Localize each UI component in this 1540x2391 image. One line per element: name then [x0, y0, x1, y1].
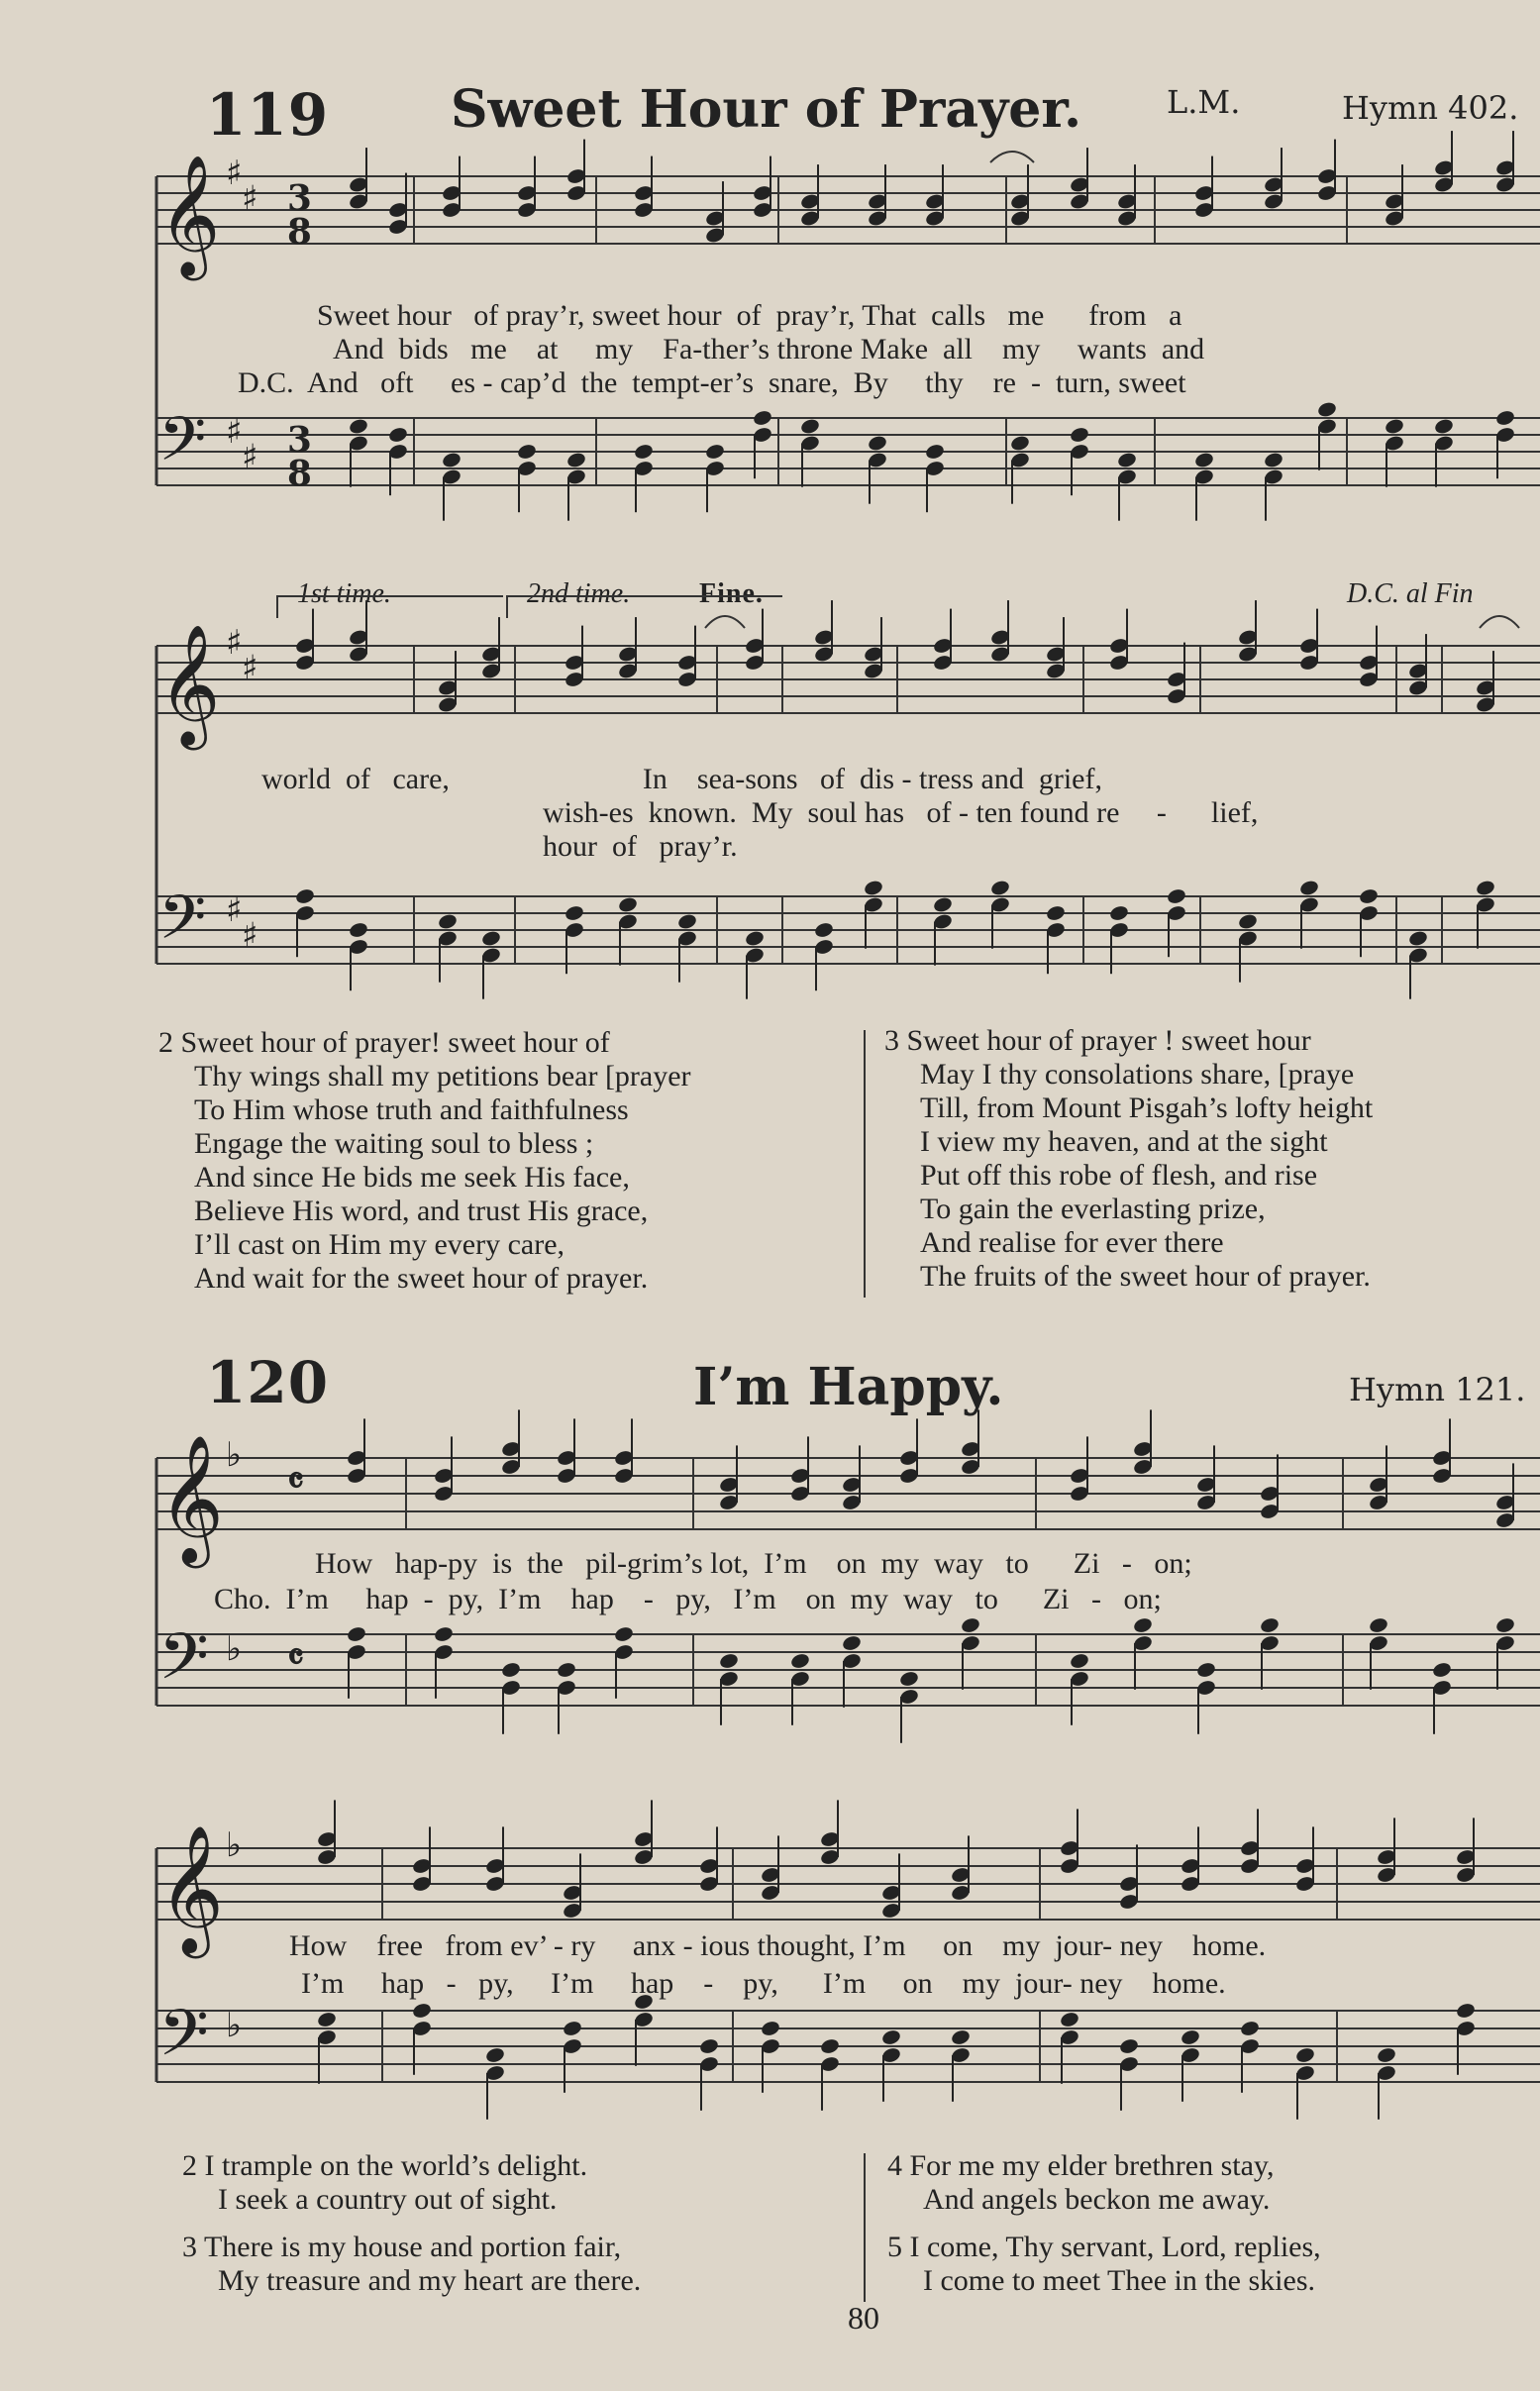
- notehead: [989, 879, 1010, 896]
- notehead: [1239, 2020, 1260, 2037]
- notehead: [1455, 2002, 1476, 2020]
- notehead: [819, 2037, 840, 2055]
- time-signature-icon: 8: [287, 453, 312, 494]
- notehead: [1132, 1616, 1153, 1634]
- notehead: [1263, 451, 1283, 468]
- time-signature-icon: 3: [287, 419, 312, 461]
- notehead: [704, 443, 725, 461]
- notehead: [698, 2037, 719, 2055]
- hymn-number: 119: [206, 81, 330, 149]
- notehead: [1407, 929, 1428, 947]
- notehead: [950, 2028, 971, 2046]
- notehead: [960, 1616, 980, 1634]
- verse-line: Believe His word, and trust His grace,: [194, 1195, 649, 1227]
- time-signature-icon: 𝄴: [287, 1459, 304, 1503]
- key-signature-icon: ♯: [226, 154, 243, 193]
- notehead: [1195, 1661, 1216, 1679]
- verse-line: 4 For me my elder brethren stay,: [887, 2149, 1275, 2182]
- time-signature-icon: 𝄴: [287, 1635, 304, 1679]
- verse-line: Put off this robe of flesh, and rise: [920, 1159, 1318, 1192]
- notehead: [411, 2002, 432, 2020]
- verse-line: I come to meet Thee in the skies.: [923, 2264, 1315, 2297]
- volta-second-time: 2nd time.: [527, 578, 631, 609]
- key-signature-icon: ♭: [226, 2006, 243, 2045]
- notehead: [441, 451, 462, 468]
- volta-bracket: [277, 596, 503, 618]
- treble-clef-icon: 𝄞: [158, 1824, 224, 1954]
- verse-line: 3 There is my house and portion fair,: [182, 2231, 622, 2263]
- fine-mark: Fine.: [699, 578, 764, 609]
- key-signature-icon: ♯: [242, 437, 258, 477]
- notehead: [346, 1625, 366, 1643]
- notehead: [1059, 2011, 1079, 2028]
- time-signature-icon: 8: [287, 211, 312, 253]
- verse-line: Thy wings shall my petitions bear [prayer: [194, 1060, 691, 1092]
- treble-clef-icon: 𝄞: [158, 622, 221, 745]
- key-signature-icon: ♭: [226, 1825, 243, 1865]
- verse-line: Till, from Mount Pisgah’s lofty height: [920, 1092, 1374, 1124]
- key-signature-icon: ♭: [226, 1435, 243, 1475]
- verse-line: And angels beckon me away.: [923, 2183, 1271, 2216]
- verse-line: To gain the everlasting prize,: [920, 1193, 1266, 1225]
- notehead: [556, 1661, 576, 1679]
- notehead: [562, 2020, 582, 2037]
- key-signature-icon: ♯: [226, 623, 243, 663]
- notehead: [348, 921, 368, 939]
- notehead: [898, 1670, 919, 1688]
- volta-bracket: [507, 596, 782, 618]
- verse-line: My treasure and my heart are there.: [218, 2264, 642, 2297]
- fermata-icon: [705, 616, 745, 628]
- notehead: [924, 443, 945, 461]
- notehead: [1384, 417, 1404, 435]
- notehead: [1494, 1616, 1515, 1634]
- notehead: [1475, 879, 1495, 896]
- notehead: [760, 2020, 780, 2037]
- lyric-line: Sweet hour of pray’r, sweet hour of pray’r, That calls me from a: [317, 299, 1182, 332]
- notehead: [437, 912, 458, 930]
- notehead: [480, 929, 501, 947]
- notehead: [1376, 2046, 1396, 2064]
- bass-clef-icon: 𝄢: [158, 882, 207, 969]
- notehead: [316, 2011, 337, 2028]
- notehead: [1069, 1652, 1089, 1670]
- verse-3: [884, 1024, 1373, 1294]
- notehead: [799, 417, 820, 435]
- notehead: [1494, 409, 1515, 427]
- notehead: [789, 1652, 810, 1670]
- verse-line: The fruits of the sweet hour of prayer.: [920, 1260, 1371, 1293]
- notehead: [841, 1634, 862, 1652]
- verse-line: 3 Sweet hour of prayer ! sweet hour: [884, 1024, 1311, 1057]
- time-signature-icon: 3: [287, 177, 312, 219]
- notehead: [1294, 2046, 1315, 2064]
- notehead: [1118, 2037, 1139, 2055]
- verse-4: [887, 2149, 1274, 2217]
- verse-line: To Him whose truth and faithfulness: [194, 1093, 629, 1126]
- notehead: [1368, 1616, 1388, 1634]
- notehead: [484, 2046, 505, 2064]
- hymn-reference: Hymn 402.: [1342, 89, 1519, 127]
- notehead: [613, 1625, 634, 1643]
- notehead: [564, 904, 584, 922]
- hymn-title: I’m Happy.: [693, 1357, 1004, 1417]
- notehead: [718, 1652, 739, 1670]
- verse-divider: [864, 1030, 866, 1298]
- fermata-icon: [990, 152, 1034, 162]
- notehead: [617, 895, 638, 913]
- verse-line: 5 I come, Thy servant, Lord, replies,: [887, 2231, 1321, 2263]
- notehead: [1358, 887, 1379, 905]
- notehead: [1433, 417, 1454, 435]
- notehead: [867, 434, 887, 452]
- notehead: [387, 426, 408, 444]
- notehead: [1108, 904, 1129, 922]
- treble-clef-icon: 𝄞: [158, 1434, 224, 1564]
- key-signature-icon: ♯: [242, 648, 258, 688]
- verse-2: [158, 1026, 691, 1296]
- bass-clef-icon: 𝄢: [158, 1994, 209, 2087]
- notehead: [1069, 426, 1089, 444]
- lyric-line: How free from ev’ - ry anx - ious thought, I’m on my jour- ney home.: [289, 1929, 1267, 1962]
- bass-clef-icon: 𝄢: [158, 403, 207, 490]
- key-signature-icon: ♯: [226, 890, 243, 930]
- notehead: [752, 409, 772, 427]
- hymn-reference: Hymn 121.: [1349, 1371, 1526, 1408]
- key-signature-icon: ♭: [226, 1629, 243, 1669]
- lyric-line: hour of pray’r.: [543, 830, 738, 863]
- notehead: [433, 1625, 454, 1643]
- verse-line: Engage the waiting soul to bless ;: [194, 1127, 594, 1160]
- treble-clef-icon: 𝄞: [158, 153, 221, 275]
- verse-line: 2 Sweet hour of prayer! sweet hour of: [158, 1026, 610, 1059]
- dc-al-fine-mark: D.C. al Fin: [1347, 578, 1474, 609]
- notehead: [500, 1661, 521, 1679]
- verse-divider: [864, 2153, 866, 2302]
- notehead: [813, 921, 834, 939]
- verse-line: I view my heaven, and at the sight: [920, 1125, 1328, 1158]
- verse-line: And realise for ever there: [920, 1226, 1224, 1259]
- notehead: [1237, 912, 1258, 930]
- verse-line: I seek a country out of sight.: [218, 2183, 558, 2216]
- verse-2: [182, 2149, 587, 2217]
- verse-line: I’ll cast on Him my every care,: [194, 1228, 565, 1261]
- notehead: [932, 895, 953, 913]
- verse-3: [182, 2231, 641, 2298]
- hymn-number: 120: [206, 1349, 330, 1416]
- lyric-line: How hap-py is the pil-grim’s lot, I’m on my way to Zi - on;: [315, 1547, 1192, 1580]
- notehead: [880, 2028, 901, 2046]
- notehead: [676, 912, 697, 930]
- lyric-line: Cho. I’m hap - py, I’m hap - py, I’m on my way to Zi - on;: [214, 1583, 1162, 1615]
- lyric-line: And bids me at my Fa-ther’s throne Make all my wants and: [333, 333, 1205, 365]
- verse-line: May I thy consolations share, [praye: [920, 1058, 1355, 1091]
- notehead: [565, 451, 586, 468]
- notehead: [294, 887, 315, 905]
- verse-line: And wait for the sweet hour of prayer.: [194, 1262, 649, 1295]
- notehead: [516, 443, 537, 461]
- notehead: [744, 929, 765, 947]
- lyric-line: world of care, In sea-sons of dis - tress and grief,: [261, 763, 1102, 795]
- notehead: [633, 443, 654, 461]
- key-signature-icon: ♯: [242, 178, 258, 219]
- verse-line: And since He bids me seek His face,: [194, 1161, 630, 1194]
- notehead: [1193, 451, 1214, 468]
- lyric-line: I’m hap - py, I’m hap - py, I’m on my jour- ney home.: [301, 1967, 1226, 2000]
- key-signature-icon: ♯: [242, 915, 258, 956]
- notehead: [1166, 887, 1186, 905]
- lyric-line: D.C. And oft es - cap’d the tempt-er’s snare, By thy re - turn, sweet: [238, 366, 1186, 399]
- bass-clef-icon: 𝄢: [158, 1617, 209, 1711]
- notehead: [348, 417, 368, 435]
- key-signature-icon: ♯: [226, 412, 243, 452]
- notehead: [1180, 2028, 1200, 2046]
- volta-first-time: 1st time.: [297, 578, 391, 609]
- hymn-meter: L.M.: [1167, 83, 1241, 121]
- fermata-icon: [1480, 616, 1519, 628]
- page-number: 80: [848, 2300, 879, 2336]
- notehead: [1045, 904, 1066, 922]
- lyric-line: wish-es known. My soul has of - ten found re - lief,: [543, 796, 1259, 829]
- notehead: [1431, 1661, 1452, 1679]
- notehead: [1298, 879, 1319, 896]
- hymn-title: Sweet Hour of Prayer.: [451, 79, 1082, 140]
- notehead: [863, 879, 883, 896]
- notehead: [1259, 1616, 1280, 1634]
- notehead: [1116, 451, 1137, 468]
- verse-line: 2 I trample on the world’s delight.: [182, 2149, 588, 2182]
- notehead: [1009, 434, 1030, 452]
- notehead: [1316, 400, 1337, 418]
- verse-5: [887, 2231, 1321, 2298]
